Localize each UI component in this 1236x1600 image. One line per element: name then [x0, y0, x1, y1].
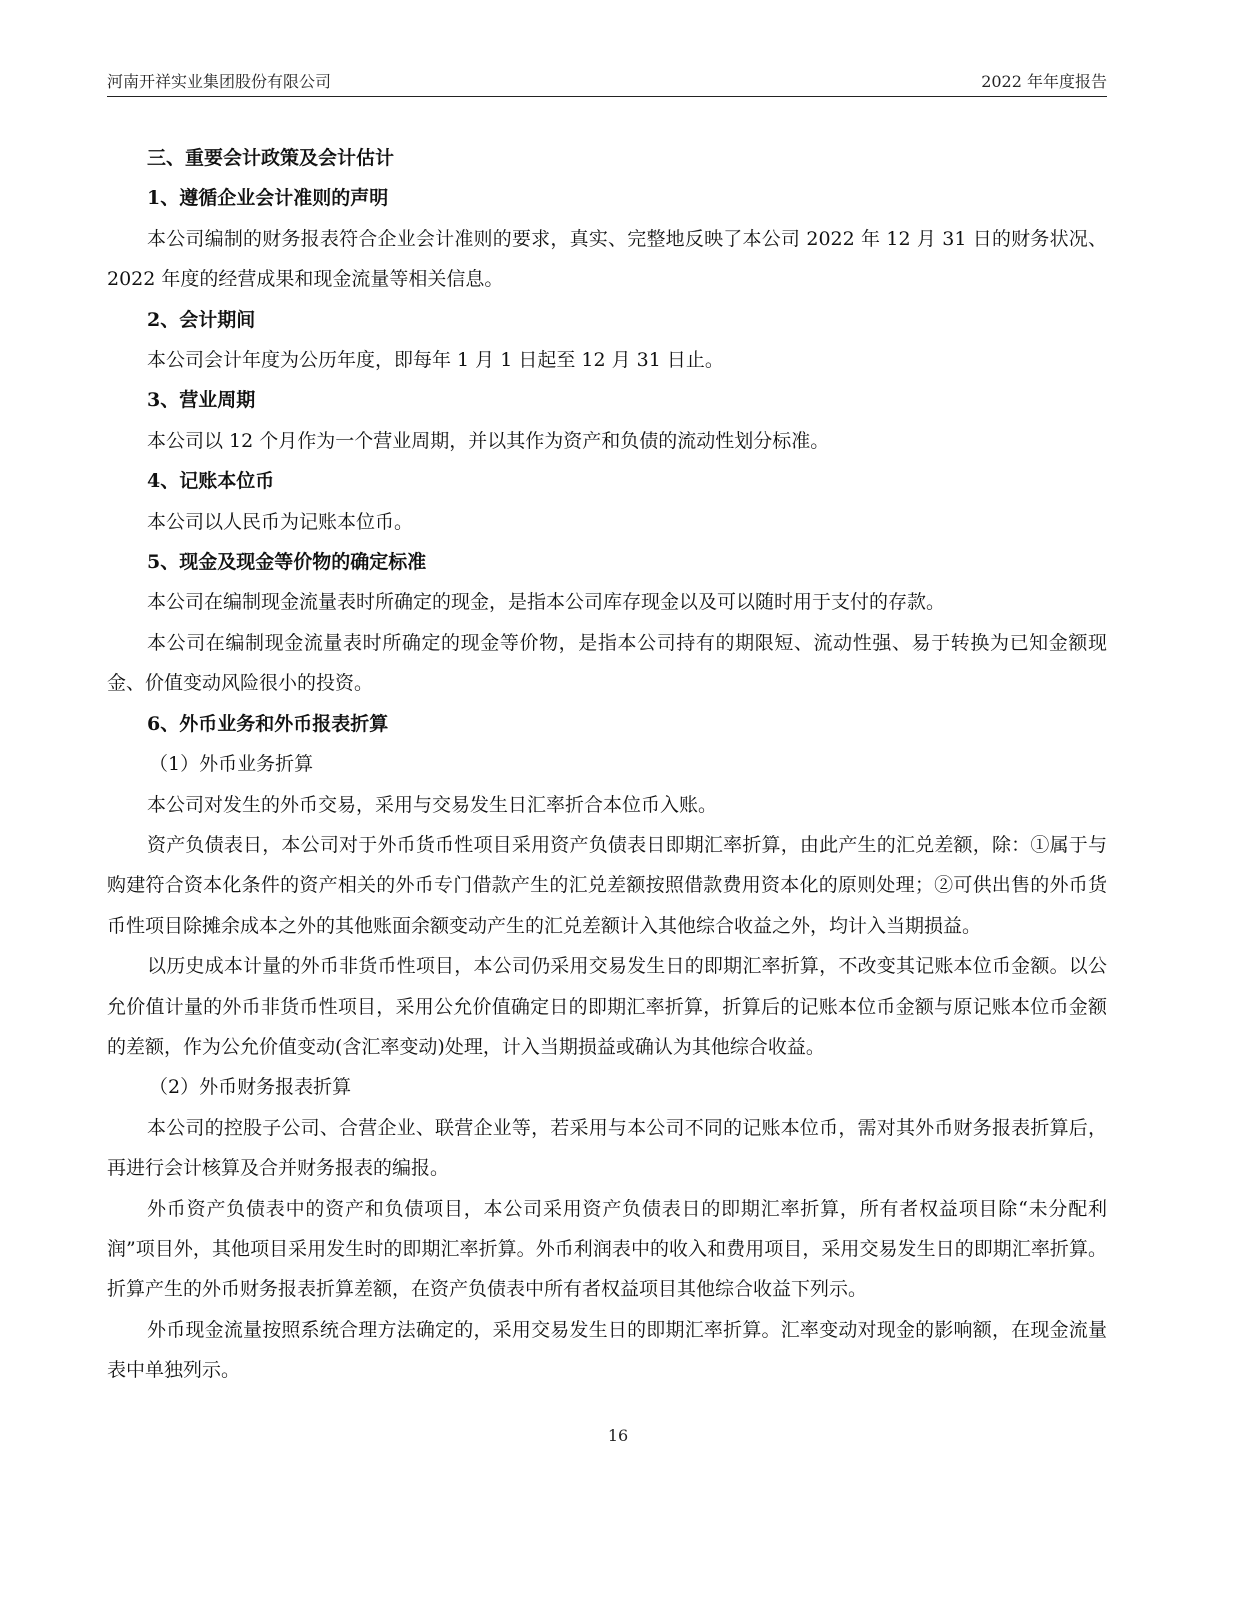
paragraph: 本公司编制的财务报表符合企业会计准则的要求，真实、完整地反映了本公司 2022 年 12 月 31 日的财务状况、2022 年度的经营成果和现金流量等相关信息。 [107, 227, 1107, 291]
paragraph: 本公司以 12 个月作为一个营业周期，并以其作为资产和负债的流动性划分标准。 [147, 429, 830, 452]
company-name: 河南开祥实业集团股份有限公司 [107, 72, 332, 91]
paragraph: 本公司以人民币为记账本位币。 [147, 510, 414, 533]
paragraph: 本公司对发生的外币交易，采用与交易发生日汇率折合本位币入账。 [147, 793, 718, 816]
paragraph: 本公司在编制现金流量表时所确定的现金，是指本公司库存现金以及可以随时用于支付的存款。 [147, 591, 946, 614]
section-heading: 三、重要会计政策及会计估计 [147, 147, 395, 169]
subsection-heading: 6、外币业务和外币报表折算 [147, 712, 389, 735]
paragraph: 外币现金流量按照系统合理方法确定的，采用交易发生日的即期汇率折算。汇率变动对现金的影响额，在现金流量表中单独列示。 [107, 1318, 1107, 1382]
paragraph: 本公司会计年度为公历年度，即每年 1 月 1 日起至 12 月 31 日止。 [147, 349, 724, 372]
document-body [107, 138, 1107, 1391]
subsection-heading: 5、现金及现金等价物的确定标准 [147, 551, 427, 574]
sub-heading: （2）外币财务报表折算 [149, 1076, 352, 1099]
paragraph: 本公司在编制现金流量表时所确定的现金等价物，是指本公司持有的期限短、流动性强、易于转换为已知金额现金、价值变动风险很小的投资。 [107, 631, 1107, 695]
paragraph: 以历史成本计量的外币非货币性项目，本公司仍采用交易发生日的即期汇率折算，不改变其记账本位币金额。以公允价值计量的外币非货币性项目，采用公允价值确定日的即期汇率折算，折算后的记账本位币金额与原记账本位币金额的差额，作为公允价值变动(含汇率变动)处理，计入当期损益或确认为其他综合收益。 [107, 955, 1107, 1058]
sub-heading: （1）外币业务折算 [149, 753, 314, 776]
page-number: 16 [607, 1426, 629, 1445]
subsection-heading: 2、会计期间 [147, 308, 256, 331]
report-title: 2022 年年度报告 [981, 72, 1107, 91]
subsection-heading: 3、营业周期 [147, 389, 256, 412]
subsection-heading: 1、遵循企业会计准则的声明 [147, 187, 389, 210]
page-header [107, 70, 1107, 97]
paragraph: 资产负债表日，本公司对于外币货币性项目采用资产负债表日即期汇率折算，由此产生的汇兑差额，除：①属于与购建符合资本化条件的资产相关的外币专门借款产生的汇兑差额按照借款费用资本化的原则处理；②可供出售的外币货币性项目除摊余成本之外的其他账面余额变动产生的汇兑差额计入其他综合收益之外，均计入当期损益。 [107, 833, 1107, 937]
paragraph: 本公司的控股子公司、合营企业、联营企业等，若采用与本公司不同的记账本位币，需对其外币财务报表折算后，再进行会计核算及合并财务报表的编报。 [107, 1116, 1107, 1180]
subsection-heading: 4、记账本位币 [147, 470, 275, 493]
paragraph: 外币资产负债表中的资产和负债项目，本公司采用资产负债表日的即期汇率折算，所有者权益项目除“未分配利润”项目外，其他项目采用发生时的即期汇率折算。外币利润表中的收入和费用项目，采用交易发生日的即期汇率折算。折算产生的外币财务报表折算差额，在资产负债表中所有者权益项目其他综合收益下列示。 [107, 1197, 1107, 1301]
